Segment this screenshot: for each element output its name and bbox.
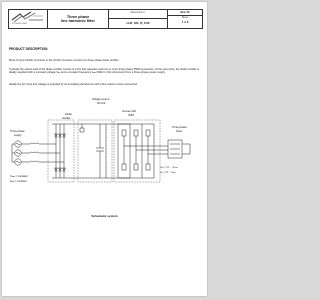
label-rectifier: rectifier [62,117,71,120]
label-motor-1: Three-phase [172,126,187,129]
label-motor-2: driver [176,130,183,133]
document-number-cell [109,10,168,28]
revision-label: Rev. 00 [180,11,190,14]
label-fout-range: fₒᵤₜ = 0 ... fₘₐₓ [160,171,176,174]
logo-brand-text: SCHAFFNER [12,23,28,25]
document-title [48,10,109,28]
dc-link-capacitor-icon [70,124,130,178]
title-line-1: Three phase [66,14,90,19]
sheet-count: 1 of 8 [181,20,189,24]
document-number-label: Document n. [130,11,146,14]
label-fin-constant: fₙₙₙ = constant [10,180,27,183]
diagram-caption: Schematic system [91,214,118,218]
line-reactor-icon [21,143,64,162]
sheet-label: Sheet [181,16,189,19]
diode-bridge-icon [52,124,70,178]
paragraph-2: Typically the output load of the diode rectifier consist of a DC link capacitor and one or more three phase PWM converters. At the input side, the diode rectifier is ideally supplied with a constant voltage Vₙₙ and a constant frequency fₙₙₙ (60Hz in this document) from a three-phase power supply. [9,68,200,75]
schematic-diagram [10,94,204,194]
revision-cell [168,10,202,28]
title-line-2: line harmonic filter [61,19,95,23]
label-vout-range: Vₒᵤₜ = 0 ... Vₘₐₓ [160,166,178,169]
section-title: PRODUCT DESCRIPTION [9,47,48,51]
label-supply-2: supply [14,134,22,137]
three-phase-source-icon [12,141,21,165]
label-vdc-2: DC link [97,102,106,105]
document-number: LHF_EN_B_F00 [126,20,150,25]
label-diode: Diode [65,113,72,116]
motor-icon [168,140,190,158]
paragraph-3: Ideally the AC input line voltage is supplied by an insulating transformer with a line reactor series-connected. [9,83,138,86]
logo-mark-icon [9,10,47,28]
document-header [8,9,203,29]
igbt-inverter-icon [118,124,154,178]
schematic-svg [10,94,204,194]
company-logo [9,10,48,28]
document-page [2,2,207,296]
label-inverter-1: Inverter with [122,110,137,113]
label-vdc-1: Voltage source [92,98,110,101]
label-inverter-2: IGBT [128,114,135,117]
label-supply-1: Three-phase [10,130,25,133]
paragraph-1: Most of input AC/DC converter in the AC/AC inverters consist of a three phase diode rectifier. [9,59,120,62]
label-vin-constant: Vₙₙₙ = constant [10,175,28,178]
